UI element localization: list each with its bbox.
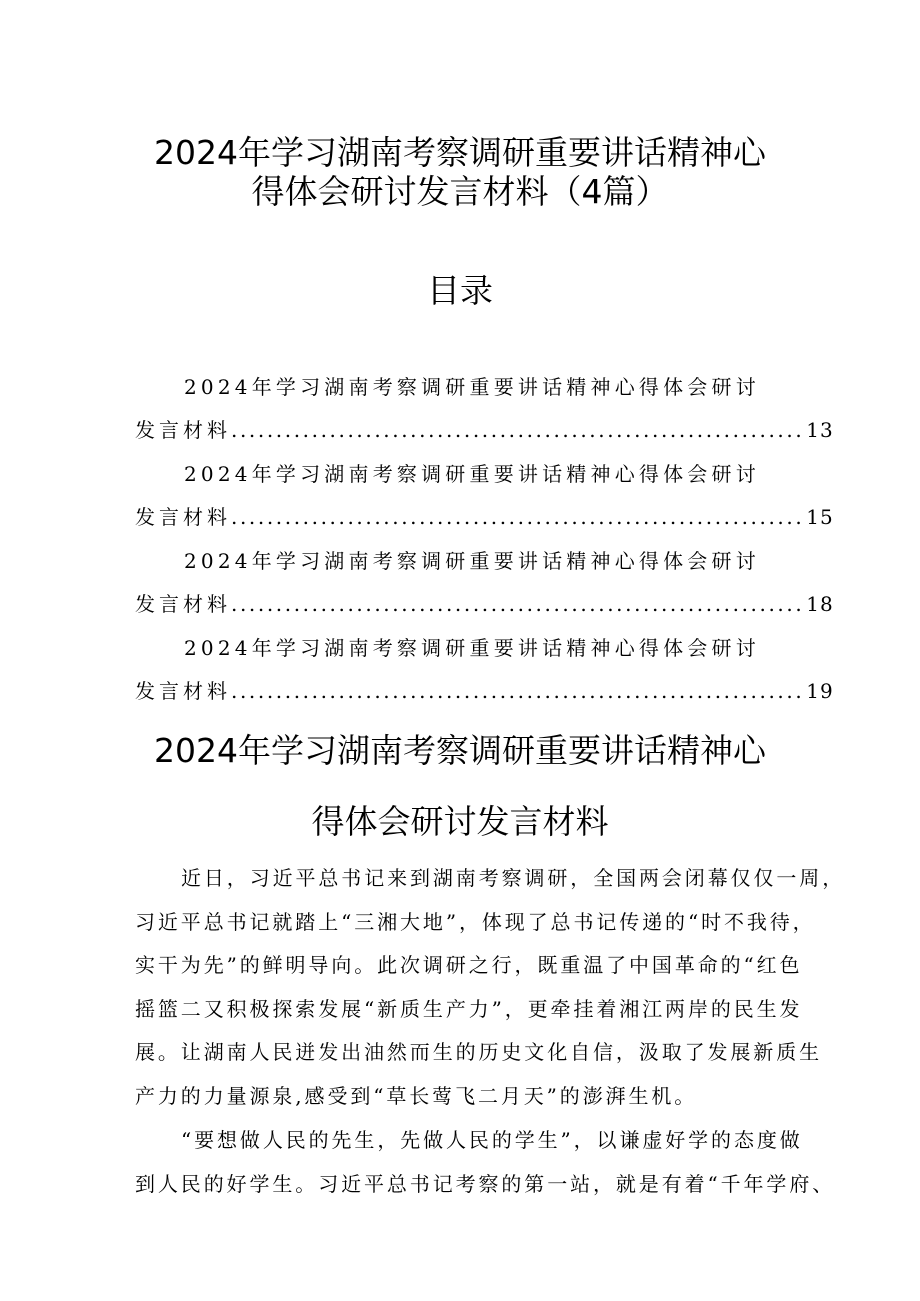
article-title-line2: 得体会研讨发言材料 xyxy=(311,802,609,841)
main-title-line1: 2024年学习湖南考察调研重要讲话精神心 xyxy=(154,133,766,172)
toc-entry-4[interactable] xyxy=(135,677,834,705)
paragraph-line: 近日，习近平总书记来到湖南考察调研，全国两会闭幕仅仅一周， xyxy=(181,866,846,890)
toc-entry-4-page: 19 xyxy=(806,679,834,703)
paragraph-line: 到人民的好学生。习近平总书记考察的第一站，就是有着“千年学府、 xyxy=(135,1171,836,1196)
toc-leader-dots: ................................................................ xyxy=(231,592,805,616)
toc-entry-4-title-cont: 发言材料 xyxy=(135,679,231,703)
paragraph-line: 摇篮二又积极探索发展“新质生产力”，更牵挂着湘江两岸的民生发 xyxy=(135,996,803,1021)
main-title-line2: 得体会研讨发言材料（4篇） xyxy=(251,172,669,211)
paragraph-line: 产力的力量源泉,感受到“草长莺飞二月天”的澎湃生机。 xyxy=(135,1083,698,1108)
toc-entry-1[interactable] xyxy=(135,416,834,444)
article-paragraph-1 xyxy=(135,857,846,1119)
toc-entry-3-title-cont: 发言材料 xyxy=(135,592,231,616)
toc-leader-dots: ................................................................ xyxy=(231,679,805,703)
toc-entry-4-title[interactable]: 2024年学习湖南考察调研重要讲话精神心得体会研讨 xyxy=(184,636,760,660)
paragraph-line: 习近平总书记就踏上“三湘大地”，体现了总书记传递的“时不我待， xyxy=(135,909,816,934)
article-title-line1: 2024年学习湖南考察调研重要讲话精神心 xyxy=(154,731,766,770)
article-paragraph-2 xyxy=(135,1119,836,1206)
toc-entry-3-title[interactable]: 2024年学习湖南考察调研重要讲话精神心得体会研讨 xyxy=(184,549,760,573)
toc-entry-1-title[interactable]: 2024年学习湖南考察调研重要讲话精神心得体会研讨 xyxy=(184,375,760,399)
toc-entry-2-title-cont: 发言材料 xyxy=(135,505,231,529)
toc-entry-2-title[interactable]: 2024年学习湖南考察调研重要讲话精神心得体会研讨 xyxy=(184,462,760,486)
toc-entry-2-page: 15 xyxy=(806,505,834,529)
toc-entry-2[interactable] xyxy=(135,503,834,531)
toc-entry-3-page: 18 xyxy=(806,592,834,616)
toc-leader-dots: ................................................................ xyxy=(231,418,805,442)
toc-heading: 目录 xyxy=(427,271,493,310)
paragraph-line: 实干为先”的鲜明导向。此次调研之行，既重温了中国革命的“红色 xyxy=(135,953,803,978)
toc-leader-dots: ................................................................ xyxy=(231,505,805,529)
paragraph-line: “要想做人民的先生，先做人民的学生”，以谦虚好学的态度做 xyxy=(181,1128,803,1152)
toc-entry-1-title-cont: 发言材料 xyxy=(135,418,231,442)
toc-entry-3[interactable] xyxy=(135,590,834,618)
toc-entry-1-page: 13 xyxy=(806,418,834,442)
paragraph-line: 展。让湖南人民迸发出油然而生的历史文化自信，汲取了发展新质生 xyxy=(135,1040,822,1065)
